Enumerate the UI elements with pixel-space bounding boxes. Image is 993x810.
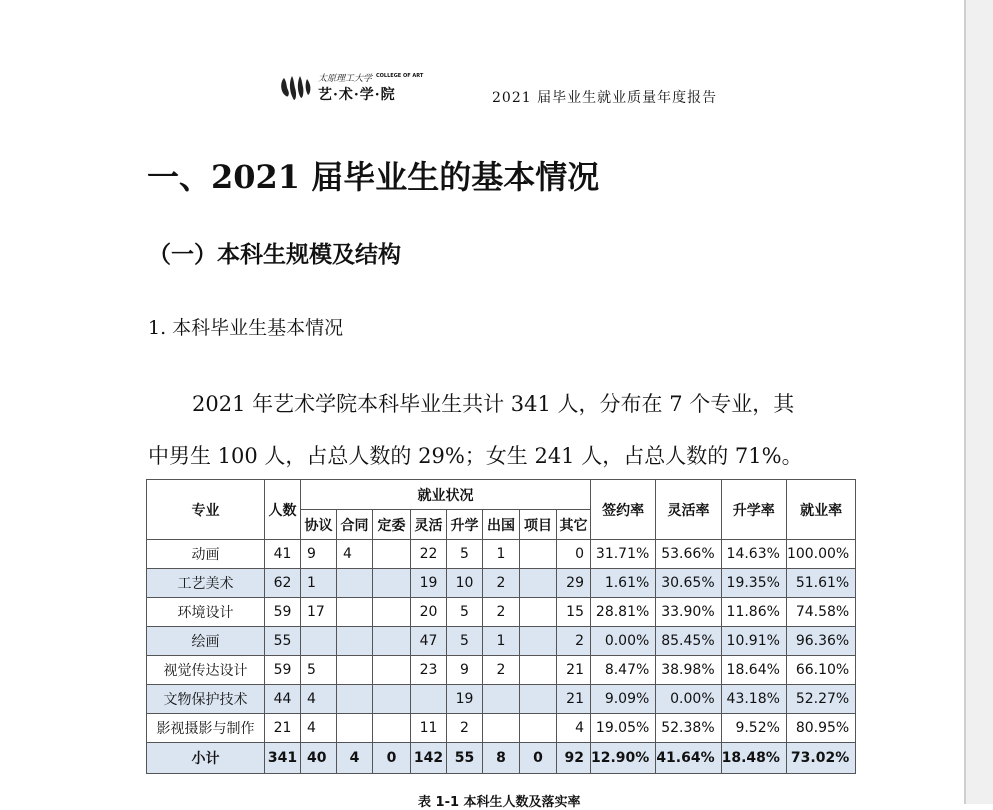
cell-project: [520, 685, 557, 714]
cell-contract: [337, 627, 373, 656]
cell-abroad: 2: [483, 569, 520, 598]
cell-flex-rate: 52.38%: [656, 714, 721, 743]
cell-study-rate: 43.18%: [721, 685, 786, 714]
cell-sign-rate: 1.61%: [591, 569, 656, 598]
cell-flex-rate: 33.90%: [656, 598, 721, 627]
cell-other: 29: [557, 569, 591, 598]
cell-contract: [337, 685, 373, 714]
cell-flexible: 142: [411, 743, 447, 774]
cell-abroad: [483, 685, 520, 714]
cell-major: 视觉传达设计: [147, 656, 265, 685]
header-employment-status: 就业状况: [301, 480, 591, 510]
cell-study-rate: 18.48%: [721, 743, 786, 774]
table-caption: 表 1-1 本科生人数及落实率: [418, 795, 581, 810]
cell-directed: [373, 540, 411, 569]
header-count: 人数: [265, 480, 301, 540]
cell-other: 92: [557, 743, 591, 774]
cell-count: 341: [265, 743, 301, 774]
cell-project: [520, 540, 557, 569]
cell-study-rate: 9.52%: [721, 714, 786, 743]
cell-major: 影视摄影与制作: [147, 714, 265, 743]
cell-agreement: 9: [301, 540, 337, 569]
cell-agreement: 5: [301, 656, 337, 685]
cell-major: 动画: [147, 540, 265, 569]
paragraph-line-1: 2021 年艺术学院本科毕业生共计 341 人，分布在 7 个专业，其: [192, 392, 795, 416]
cell-employ-rate: 74.58%: [786, 598, 855, 627]
cell-contract: 4: [337, 540, 373, 569]
cell-agreement: 17: [301, 598, 337, 627]
cell-sign-rate: 31.71%: [591, 540, 656, 569]
cell-abroad: 2: [483, 598, 520, 627]
header-abroad: 出国: [483, 510, 520, 540]
cell-employ-rate: 66.10%: [786, 656, 855, 685]
cell-project: [520, 714, 557, 743]
header-study-rate: 升学率: [721, 480, 786, 540]
cell-sign-rate: 9.09%: [591, 685, 656, 714]
header-major: 专业: [147, 480, 265, 540]
cell-flex-rate: 85.45%: [656, 627, 721, 656]
header-agreement: 协议: [301, 510, 337, 540]
cell-contract: [337, 598, 373, 627]
report-header-title: 2021 届毕业生就业质量年度报告: [492, 90, 718, 106]
cell-agreement: [301, 627, 337, 656]
page-gutter: [966, 0, 993, 804]
cell-major: 工艺美术: [147, 569, 265, 598]
header-contract: 合同: [337, 510, 373, 540]
cell-further-study: 19: [447, 685, 483, 714]
cell-further-study: 55: [447, 743, 483, 774]
cell-study-rate: 18.64%: [721, 656, 786, 685]
cell-employ-rate: 52.27%: [786, 685, 855, 714]
table-total-row: [147, 743, 856, 774]
subsection-heading: （一）本科生规模及结构: [148, 241, 401, 268]
cell-study-rate: 11.86%: [721, 598, 786, 627]
cell-contract: [337, 714, 373, 743]
cell-directed: 0: [373, 743, 411, 774]
table-row: [147, 598, 856, 627]
cell-other: 15: [557, 598, 591, 627]
cell-directed: [373, 627, 411, 656]
cell-flex-rate: 30.65%: [656, 569, 721, 598]
logo-emblem-icon: [278, 70, 312, 104]
cell-agreement: 4: [301, 685, 337, 714]
header-employ-rate: 就业率: [786, 480, 855, 540]
cell-study-rate: 19.35%: [721, 569, 786, 598]
cell-abroad: 2: [483, 656, 520, 685]
cell-project: [520, 569, 557, 598]
cell-abroad: 1: [483, 627, 520, 656]
table-row: [147, 569, 856, 598]
cell-sign-rate: 8.47%: [591, 656, 656, 685]
cell-employ-rate: 100.00%: [786, 540, 855, 569]
cell-flexible: 19: [411, 569, 447, 598]
cell-directed: [373, 714, 411, 743]
cell-major: 环境设计: [147, 598, 265, 627]
cell-further-study: 5: [447, 598, 483, 627]
cell-sign-rate: 28.81%: [591, 598, 656, 627]
cell-contract: 4: [337, 743, 373, 774]
cell-agreement: 4: [301, 714, 337, 743]
table-row: [147, 685, 856, 714]
cell-agreement: 40: [301, 743, 337, 774]
header-directed: 定委: [373, 510, 411, 540]
cell-directed: [373, 598, 411, 627]
cell-sign-rate: 0.00%: [591, 627, 656, 656]
cell-flexible: 11: [411, 714, 447, 743]
cell-directed: [373, 656, 411, 685]
cell-further-study: 2: [447, 714, 483, 743]
cell-major: 小计: [147, 743, 265, 774]
cell-flexible: 23: [411, 656, 447, 685]
cell-project: [520, 656, 557, 685]
cell-project: [520, 598, 557, 627]
header-flexible: 灵活: [411, 510, 447, 540]
subsubsection-heading: 1. 本科毕业生基本情况: [148, 317, 344, 339]
section-heading: 一、2021 届毕业生的基本情况: [147, 158, 600, 196]
intro-paragraph: [148, 378, 848, 482]
cell-other: 21: [557, 685, 591, 714]
cell-major: 绘画: [147, 627, 265, 656]
cell-project: 0: [520, 743, 557, 774]
cell-count: 21: [265, 714, 301, 743]
cell-employ-rate: 96.36%: [786, 627, 855, 656]
table-row: [147, 656, 856, 685]
cell-flex-rate: 53.66%: [656, 540, 721, 569]
cell-further-study: 10: [447, 569, 483, 598]
cell-study-rate: 14.63%: [721, 540, 786, 569]
cell-count: 62: [265, 569, 301, 598]
cell-directed: [373, 685, 411, 714]
cell-contract: [337, 656, 373, 685]
cell-further-study: 5: [447, 540, 483, 569]
cell-count: 44: [265, 685, 301, 714]
logo-english-name: COLLEGE OF ART: [376, 73, 424, 79]
cell-flex-rate: 38.98%: [656, 656, 721, 685]
cell-employ-rate: 80.95%: [786, 714, 855, 743]
cell-flexible: 20: [411, 598, 447, 627]
cell-other: 0: [557, 540, 591, 569]
cell-directed: [373, 569, 411, 598]
cell-abroad: [483, 714, 520, 743]
table-row: [147, 627, 856, 656]
cell-flexible: [411, 685, 447, 714]
header-flex-rate: 灵活率: [656, 480, 721, 540]
cell-count: 41: [265, 540, 301, 569]
cell-sign-rate: 12.90%: [591, 743, 656, 774]
cell-count: 55: [265, 627, 301, 656]
cell-further-study: 5: [447, 627, 483, 656]
cell-agreement: 1: [301, 569, 337, 598]
cell-employ-rate: 51.61%: [786, 569, 855, 598]
cell-other: 2: [557, 627, 591, 656]
cell-count: 59: [265, 598, 301, 627]
cell-flexible: 22: [411, 540, 447, 569]
cell-other: 21: [557, 656, 591, 685]
graduate-employment-table: [146, 479, 856, 774]
cell-contract: [337, 569, 373, 598]
cell-further-study: 9: [447, 656, 483, 685]
cell-major: 文物保护技术: [147, 685, 265, 714]
table-row: [147, 714, 856, 743]
header-project: 项目: [520, 510, 557, 540]
cell-project: [520, 627, 557, 656]
cell-employ-rate: 73.02%: [786, 743, 855, 774]
header-other: 其它: [557, 510, 591, 540]
cell-flex-rate: 41.64%: [656, 743, 721, 774]
header-further-study: 升学: [447, 510, 483, 540]
cell-study-rate: 10.91%: [721, 627, 786, 656]
paragraph-line-2: 中男生 100 人，占总人数的 29%；女生 241 人，占总人数的 71%。: [148, 444, 803, 468]
logo-college-name: 艺·术·学·院: [318, 87, 396, 103]
cell-flexible: 47: [411, 627, 447, 656]
cell-sign-rate: 19.05%: [591, 714, 656, 743]
college-logo: [278, 70, 428, 104]
table-row: [147, 540, 856, 569]
cell-other: 4: [557, 714, 591, 743]
header-sign-rate: 签约率: [591, 480, 656, 540]
cell-abroad: 8: [483, 743, 520, 774]
cell-count: 59: [265, 656, 301, 685]
cell-abroad: 1: [483, 540, 520, 569]
cell-flex-rate: 0.00%: [656, 685, 721, 714]
logo-university-name: 太原理工大学: [318, 74, 373, 84]
